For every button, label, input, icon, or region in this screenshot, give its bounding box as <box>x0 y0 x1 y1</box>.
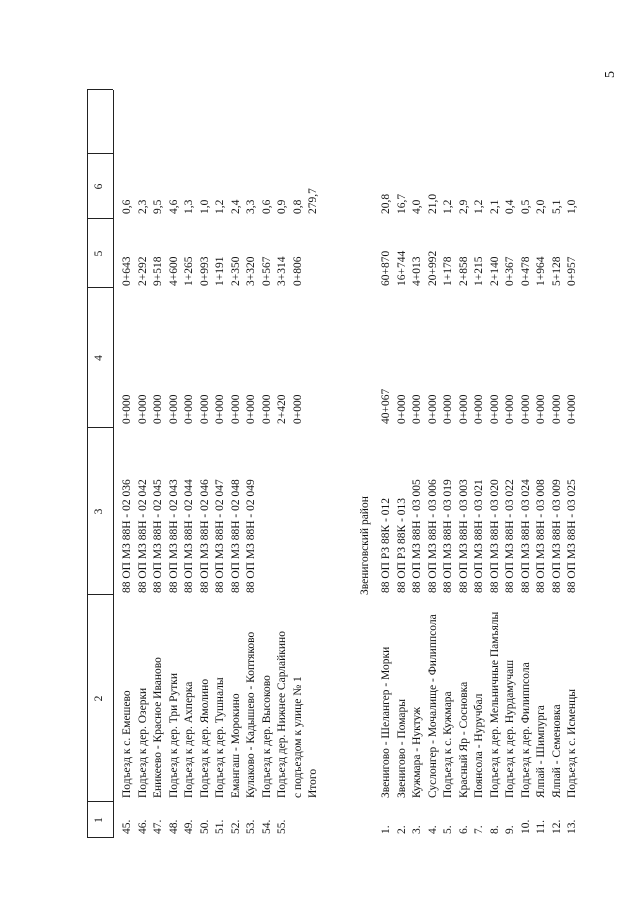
table-cell-num: 51. <box>214 819 226 834</box>
table-cell-len: 4,6 <box>167 199 180 214</box>
table-cell-end: 0+957 <box>566 256 578 286</box>
table-cell-name: Подъезд к дер. Филиппсола <box>519 662 532 798</box>
table-cell-len: 2,0 <box>535 199 547 214</box>
table-cell-code: 88 ОП МЗ 88Н - 03 003 <box>457 479 470 593</box>
table-cell-len: 1,0 <box>566 199 578 214</box>
table-cell-num: 3. <box>411 825 423 834</box>
header-col-3: 3 <box>93 508 105 515</box>
table-cell-end: 16+744 <box>395 250 408 286</box>
table-cell-start: 2+420 <box>276 394 288 424</box>
table-cell-start: 0+000 <box>183 394 195 424</box>
table-cell-len: 0,6 <box>260 199 273 214</box>
table-cell-len: 1,3 <box>183 199 195 214</box>
header-bottom-rule <box>113 90 114 838</box>
table-cell-len: 16,7 <box>395 193 408 214</box>
table-cell-name: Подъезд к дер. Три Рутки <box>167 672 180 798</box>
section-title: Звениговский район <box>359 496 371 595</box>
table-cell-num: 52. <box>229 819 242 834</box>
table-cell-name: Подъезд к дер. Ямолино <box>198 678 211 798</box>
table-cell-len: 2,3 <box>136 199 149 214</box>
table-cell-len: 20,8 <box>380 193 392 214</box>
table-cell-end: 2+140 <box>488 256 501 286</box>
table-cell-num: 47. <box>152 819 164 834</box>
table-cell-start: 0+000 <box>229 394 242 424</box>
table-cell-num: 11. <box>535 820 547 834</box>
table-cell-len: 9,5 <box>152 199 164 214</box>
table-cell-start: 0+000 <box>395 394 408 424</box>
table-cell-end: 0+806 <box>291 256 304 286</box>
table-cell-end: 20+992 <box>426 250 439 286</box>
table-cell-num: 50. <box>198 819 211 834</box>
table-cell-len: 0,9 <box>276 199 288 214</box>
table-cell-end: 1+215 <box>473 256 485 286</box>
table-cell-end: 5+128 <box>550 256 563 286</box>
table-cell-start: 0+000 <box>245 394 257 424</box>
table-cell-num: 53. <box>245 819 257 834</box>
table-cell-code: 88 ОП МЗ 88Н - 03 005 <box>411 479 423 593</box>
table-cell-name: Подъезд к дер. Мельничные Памъялы <box>488 611 501 798</box>
table-cell-start: 0+000 <box>260 394 273 424</box>
table-cell-end: 4+600 <box>167 256 180 286</box>
table-cell-start: 0+000 <box>121 394 133 424</box>
table-cell-num: 2. <box>395 825 408 834</box>
table-cell-name: Красный Яр - Сосновка <box>457 681 470 798</box>
table-cell-code: 88 ОП МЗ 88Н - 03 024 <box>519 479 532 593</box>
table-cell-start: 0+000 <box>291 394 304 424</box>
table-cell-start: 0+000 <box>152 394 164 424</box>
table-cell-code: 88 ОП МЗ 88Н - 03 020 <box>488 479 501 593</box>
table-cell-code: 88 ОП МЗ 88Н - 03 019 <box>442 479 454 593</box>
table-cell-name: Подъезд к дер. Нурдамучаш <box>504 659 516 798</box>
table-cell-len: 21,0 <box>426 193 439 214</box>
table-cell-len: 2,9 <box>457 199 470 214</box>
table-cell-end: 1+265 <box>183 256 195 286</box>
table-top-rule <box>87 90 88 838</box>
table-cell-start: 0+000 <box>488 394 501 424</box>
table-cell-len: 0,8 <box>291 199 304 214</box>
table-cell-code: 88 ОП МЗ 88Н - 02 043 <box>167 479 180 593</box>
table-cell-code: 88 ОП МЗ 88Н - 03 006 <box>426 479 439 593</box>
header-col-2: 2 <box>93 695 105 702</box>
table-cell-num: 12. <box>550 819 563 834</box>
table-cell-start: 0+000 <box>167 394 180 424</box>
table-cell-code: 88 ОП МЗ 88Н - 03 025 <box>566 479 578 593</box>
table-cell-code: 88 ОП МЗ 88Н - 02 044 <box>183 479 195 593</box>
table-cell-end: 2+292 <box>136 256 149 286</box>
table-cell-code: 88 ОП МЗ 88Н - 02 049 <box>245 479 257 593</box>
table-cell-name: Подъезд к дер. Ахперка <box>183 681 195 798</box>
table-cell-end: 60+870 <box>380 250 392 286</box>
table-cell-len: 5,1 <box>550 199 563 214</box>
table-cell-num: 5. <box>442 825 454 834</box>
table-cell-len: 2,1 <box>488 199 501 214</box>
table-cell-start: 0+000 <box>411 394 423 424</box>
table-cell-num: 7. <box>473 825 485 834</box>
table-cell-end: 0+367 <box>504 256 516 286</box>
table-cell-name: Подъезд к с. Исменцы <box>566 689 578 798</box>
table-cell-code: 88 ОП МЗ 88Н - 02 048 <box>229 479 242 593</box>
table-cell-len: 0,6 <box>121 199 133 214</box>
table-cell-start: 0+000 <box>550 394 563 424</box>
table-cell-start: 0+000 <box>214 394 226 424</box>
table-cell-end: 2+858 <box>457 256 470 286</box>
table-cell-start: 0+000 <box>426 394 439 424</box>
table-cell-code: 88 ОП МЗ 88Н - 03 008 <box>535 479 547 593</box>
table-cell-name: Подъезд к дер. Тушналы <box>214 677 226 798</box>
table-cell-num: 9. <box>504 825 516 834</box>
table-cell-num: 6. <box>457 825 470 834</box>
table-cell-num: 4. <box>426 825 439 834</box>
table-cell-num: 10. <box>519 819 532 834</box>
table-cell-name: Подъезд к с. Емешево <box>121 690 133 798</box>
table-cell-start: 0+000 <box>519 394 532 424</box>
table-cell-end: 0+643 <box>121 256 133 286</box>
table-cell-name: Подъезд к дер. Озерки <box>136 687 149 798</box>
table-cell-name: Ялпай - Семеновка <box>550 704 563 798</box>
table-cell-num: 48. <box>167 819 180 834</box>
header-col-6: 6 <box>93 183 105 190</box>
table-cell-start: 0+000 <box>442 394 454 424</box>
table-cell-name: Кулаково - Кадышево - Коптяково <box>245 631 257 798</box>
table-cell-code: 88 ОП МЗ 88Н - 02 045 <box>152 479 164 593</box>
table-cell-name: Подъезд к дер. Высоково <box>260 675 273 798</box>
table-cell-end: 2+350 <box>229 256 242 286</box>
table-cell-code: 88 ОП РЗ 88К - 013 <box>395 497 408 593</box>
table-cell-name: Подъезд дер. Нижнее Сарлайкино <box>276 631 288 798</box>
table-cell-end: 0+993 <box>198 256 211 286</box>
table-cell-len: 0,5 <box>519 199 532 214</box>
table-cell-num: 1. <box>380 825 392 834</box>
table-cell-end: 3+314 <box>276 256 288 286</box>
table-cell-name: Ялпай - Шимпурга <box>535 705 547 798</box>
table-cell-num: 8. <box>488 825 501 834</box>
table-cell-name: Звенигово - Помары <box>395 698 408 798</box>
table-cell-start: 0+000 <box>198 394 211 424</box>
table-cell-len: 3,3 <box>245 199 257 214</box>
table-cell-num: 54. <box>260 819 273 834</box>
table-cell-name: Суслонгер - Мочалище - Филиппсола <box>426 614 439 798</box>
table-cell-code: 88 ОП МЗ 88Н - 02 046 <box>198 479 211 593</box>
table-cell-start: 0+000 <box>457 394 470 424</box>
table-cell-code: 88 ОП МЗ 88Н - 02 042 <box>136 479 149 593</box>
table-cell-start: 0+000 <box>535 394 547 424</box>
table-cell-num: 55. <box>276 819 288 834</box>
table-cell-code: 88 ОП МЗ 88Н - 02 036 <box>121 479 133 593</box>
table-cell-name: Еникеево - Красное Иваново <box>152 657 164 798</box>
table-cell-len: 1,0 <box>198 199 211 214</box>
table-cell-code: 88 ОП МЗ 88Н - 03 022 <box>504 479 516 593</box>
table-cell-end: 9+518 <box>152 256 164 286</box>
page-number: 5 <box>603 71 618 78</box>
header-col-4: 4 <box>93 355 105 361</box>
table-cell-len: 2,4 <box>229 199 242 214</box>
table-cell-name: Звенигово - Шелангер - Морки <box>380 646 392 798</box>
table-cell-start: 0+000 <box>136 394 149 424</box>
header-col-1: 1 <box>93 817 105 823</box>
table-cell-code: 88 ОП РЗ 88К - 012 <box>380 497 392 593</box>
table-cell-len: 4,0 <box>411 199 423 214</box>
table-cell-name: Поянсола - Нуручбал <box>473 693 485 798</box>
table-cell-name: Кужмара - Нуктуж <box>411 707 423 798</box>
table-cell-name: Емангаш - Морокино <box>229 693 242 798</box>
table-cell-len: 279,7 <box>307 188 319 214</box>
table-cell-name: Итого <box>307 768 319 798</box>
table-cell-len: 1,2 <box>214 199 226 214</box>
table-cell-code: 88 ОП МЗ 88Н - 03 021 <box>473 479 485 593</box>
header-col-5: 5 <box>93 250 105 257</box>
table-cell-name: с подъездом к улице № 1 <box>291 676 304 798</box>
table-cell-code: 88 ОП МЗ 88Н - 03 009 <box>550 479 563 593</box>
table-cell-end: 3+320 <box>245 256 257 286</box>
table-cell-num: 13. <box>566 819 578 834</box>
table-cell-end: 1+964 <box>535 256 547 286</box>
table-cell-name: Подъезд к с. Кужмара <box>442 691 454 798</box>
table-cell-num: 49. <box>183 819 195 834</box>
rotated-table-page <box>87 90 584 838</box>
table-cell-start: 0+000 <box>566 394 578 424</box>
table-cell-num: 46. <box>136 819 149 834</box>
table-cell-start: 0+000 <box>473 394 485 424</box>
table-cell-end: 0+567 <box>260 256 273 286</box>
table-cell-start: 40+067 <box>380 388 392 424</box>
table-cell-end: 4+013 <box>411 256 423 286</box>
table-cell-len: 0,4 <box>504 199 516 214</box>
table-cell-end: 1+191 <box>214 256 226 286</box>
table-cell-code: 88 ОП МЗ 88Н - 02 047 <box>214 479 226 593</box>
roads-table <box>87 90 584 838</box>
table-cell-start: 0+000 <box>504 394 516 424</box>
table-cell-num: 45. <box>121 819 133 834</box>
table-cell-len: 1,2 <box>473 199 485 214</box>
table-cell-end: 0+478 <box>519 256 532 286</box>
col-divider-right <box>87 89 113 90</box>
table-cell-end: 1+178 <box>442 256 454 286</box>
table-cell-len: 1,2 <box>442 199 454 214</box>
